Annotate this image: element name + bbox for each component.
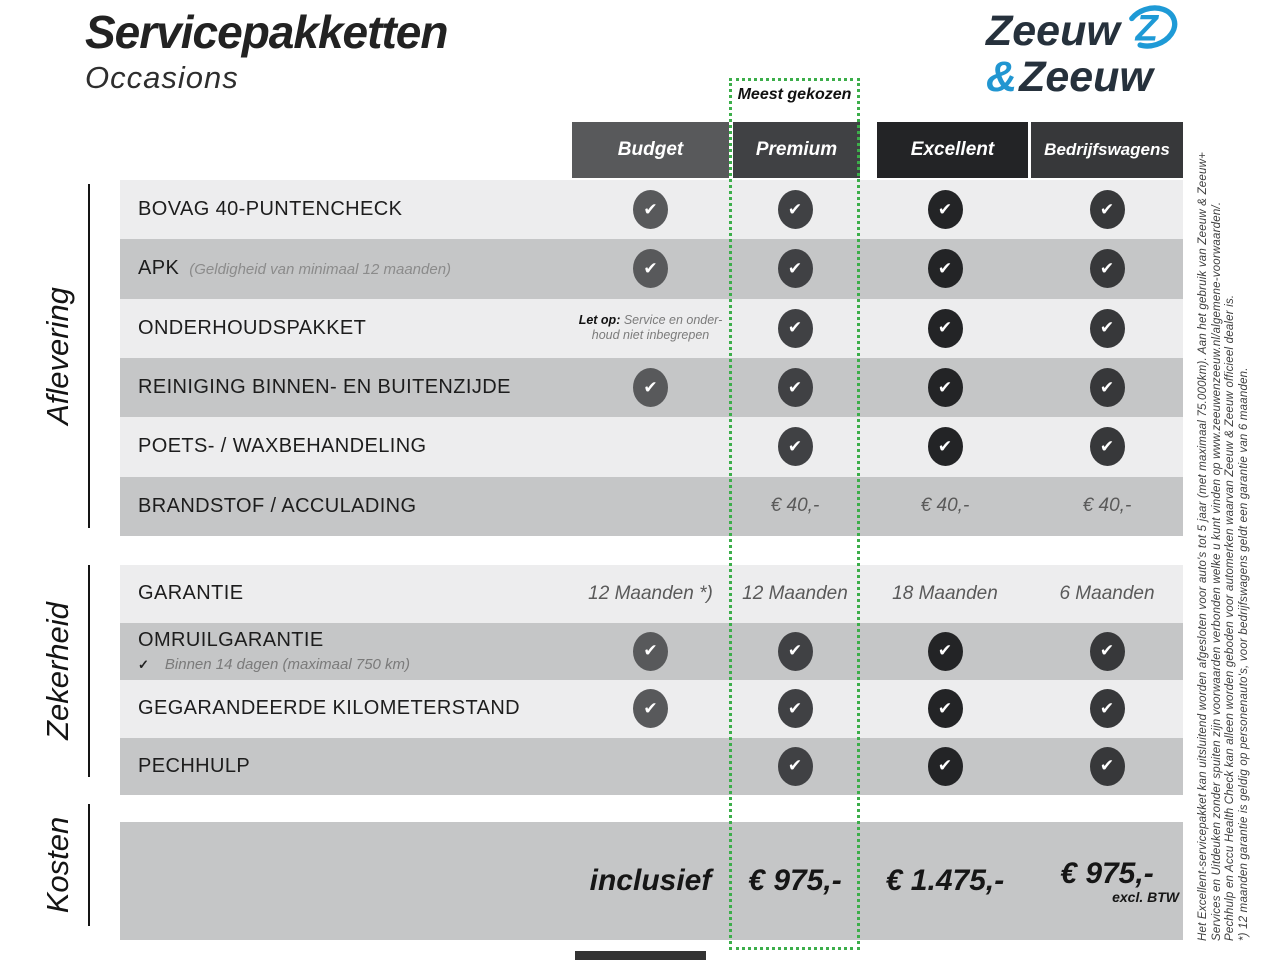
row-label: REINIGING BINNEN- EN BUITENZIJDE [138, 376, 511, 399]
check-icon: ✔ [778, 190, 813, 229]
check-icon: ✔ [928, 190, 963, 229]
check-icon: ✔ [633, 689, 668, 728]
value-cell [859, 180, 1031, 239]
row-label-cell [120, 239, 570, 298]
section-label-zekerheid: Zekerheid [40, 602, 75, 740]
cell-text-value: 12 Maanden [742, 582, 848, 604]
check-icon: ✔ [928, 368, 963, 407]
value-cell [859, 477, 1031, 536]
price-value: € 975,- [748, 864, 842, 897]
value-cell [570, 239, 731, 298]
value-cell [731, 738, 859, 796]
value-cell [570, 477, 731, 536]
value-cell [1031, 623, 1183, 681]
row-label-cell [120, 417, 570, 476]
row-label-cell [120, 358, 570, 417]
row-note-inline: (Geldigheid van minimaal 12 maanden) [189, 261, 452, 279]
cell-text-value: € 40,- [920, 495, 970, 517]
value-cell [859, 299, 1031, 358]
row-label-cell [120, 822, 570, 940]
cell-text-value: € 40,- [770, 495, 820, 517]
table-row [120, 299, 1183, 358]
value-cell [570, 180, 731, 239]
check-icon: ✔ [778, 747, 813, 786]
value-cell [731, 822, 859, 940]
section-label-kosten: Kosten [40, 816, 75, 914]
section-divider-line [88, 804, 90, 926]
check-icon: ✔ [778, 368, 813, 407]
check-icon: ✔ [928, 427, 963, 466]
value-cell [570, 358, 731, 417]
price-value: € 1.475,- [885, 864, 1005, 897]
column-header-budget [572, 122, 729, 178]
row-label-cell [120, 623, 570, 681]
column-header-bedrijfswagens [1031, 122, 1183, 178]
value-cell [1031, 417, 1183, 476]
value-cell [570, 417, 731, 476]
section-rows-zekerheid [120, 565, 1183, 795]
row-note-below: ✓ Binnen 14 dagen (maximaal 750 km) [138, 656, 411, 674]
check-icon: ✔ [633, 249, 668, 288]
value-cell [859, 358, 1031, 417]
page-title: Servicepakketten [85, 6, 448, 58]
value-cell [731, 623, 859, 681]
value-cell [1031, 680, 1183, 738]
section-rows-kosten [120, 822, 1183, 940]
row-label: ONDERHOUDSPAKKET [138, 316, 367, 339]
price-value: € 975,- [1060, 857, 1154, 890]
row-label-cell [120, 738, 570, 796]
row-label: GARANTIE [138, 582, 244, 605]
cell-text-value: 12 Maanden *) [588, 582, 713, 604]
value-cell [570, 299, 731, 358]
value-cell [1031, 738, 1183, 796]
table-row [120, 680, 1183, 738]
price-subnote: excl. BTW [1112, 889, 1179, 905]
row-label-cell [120, 299, 570, 358]
value-cell [731, 299, 859, 358]
check-icon: ✔ [928, 689, 963, 728]
zeeuw-en-zeeuw-logo [986, 8, 1180, 99]
column-header-label: Excellent [910, 139, 995, 160]
check-icon: ✔ [1090, 747, 1125, 786]
value-cell [859, 565, 1031, 623]
check-icon: ✔ [1090, 689, 1125, 728]
logo-text-zeeuw-2: Zeeuw [1019, 53, 1153, 101]
title-block [85, 6, 447, 96]
check-icon: ✔ [778, 249, 813, 288]
cell-text-value: 6 Maanden [1059, 582, 1155, 604]
row-label: BRANDSTOF / ACCULADING [138, 494, 417, 517]
table-row [120, 822, 1183, 940]
cell-note: Let op: Service en onder- houd niet inbegrepen [578, 313, 723, 343]
value-cell [731, 680, 859, 738]
check-icon: ✔ [778, 427, 813, 466]
check-icon: ✔ [1090, 190, 1125, 229]
check-icon: ✔ [778, 689, 813, 728]
check-icon: ✔ [1090, 309, 1125, 348]
value-cell [859, 239, 1031, 298]
table-row [120, 417, 1183, 476]
fine-print-line: *) 12 maanden garantie is geldig op personenauto's, voor bedrijfswagens geldt een garantie van 6 maanden. [1237, 367, 1250, 941]
value-cell [570, 738, 731, 796]
row-label-cell [120, 180, 570, 239]
column-header-label: Budget [617, 139, 684, 160]
section-label-aflevering: Aflevering [40, 287, 75, 425]
table-row [120, 358, 1183, 417]
check-icon: ✔ [1090, 368, 1125, 407]
value-cell [1031, 477, 1183, 536]
value-cell [1031, 299, 1183, 358]
logo-line-1 [986, 8, 1180, 54]
row-label-cell [120, 565, 570, 623]
most-chosen-label: Meest gekozen [737, 86, 852, 103]
footer-bar [575, 951, 706, 960]
page-subtitle: Occasions [85, 60, 239, 95]
table-row [120, 477, 1183, 536]
row-label: APK [138, 257, 180, 280]
value-cell [859, 680, 1031, 738]
check-icon: ✔ [928, 249, 963, 288]
logo-ampersand: & [986, 53, 1018, 101]
check-icon: ✔ [928, 632, 963, 671]
row-label-cell [120, 680, 570, 738]
section-divider-line [88, 565, 90, 777]
value-cell [731, 239, 859, 298]
check-icon: ✔ [1090, 427, 1125, 466]
check-icon: ✔ [928, 309, 963, 348]
table-row [120, 565, 1183, 623]
value-cell [731, 180, 859, 239]
value-cell [570, 623, 731, 681]
column-header-excellent [877, 122, 1028, 178]
table-row [120, 180, 1183, 239]
value-cell [1031, 239, 1183, 298]
value-cell [731, 477, 859, 536]
value-cell [570, 565, 731, 623]
check-icon: ✔ [1090, 632, 1125, 671]
value-cell [859, 623, 1031, 681]
column-header-label: Premium [755, 139, 838, 160]
value-cell [731, 417, 859, 476]
value-cell [570, 822, 731, 940]
check-icon: ✔ [633, 632, 668, 671]
value-cell [731, 565, 859, 623]
svg-text:Z: Z [1135, 7, 1158, 49]
section-rows-aflevering [120, 180, 1183, 536]
value-cell [570, 680, 731, 738]
fine-print [1197, 113, 1251, 941]
row-label-cell [120, 477, 570, 536]
row-label: OMRUILGARANTIE [138, 629, 324, 652]
value-cell [859, 822, 1031, 940]
value-cell [859, 738, 1031, 796]
logo-line-2 [986, 55, 1180, 99]
table-row [120, 239, 1183, 298]
row-label: POETS- / WAXBEHANDELING [138, 435, 427, 458]
value-cell [1031, 180, 1183, 239]
value-cell [731, 358, 859, 417]
value-cell [859, 417, 1031, 476]
check-icon: ✔ [1090, 249, 1125, 288]
fine-print-line: Services en Uitdeuken zonder spuiten zijn voorwaarden verbonden welke u kunt vinden op www.zeeuwenzeeuw.nl/algemene-voorwaarden/. [1210, 201, 1223, 941]
small-check-icon: ✓ [138, 657, 149, 673]
value-cell [1031, 822, 1183, 940]
check-icon: ✔ [778, 632, 813, 671]
z-swoosh-icon [1122, 0, 1180, 54]
row-label: GEGARANDEERDE KILOMETERSTAND [138, 697, 521, 720]
table-row [120, 623, 1183, 681]
fine-print-line: Het Excellent-servicepakket kan uitsluitend worden afgesloten voor auto's tot 5 jaar (met maximaal 75.000km). Aan het gebruik van Zeeuw & Zeeuw+ [1197, 151, 1209, 941]
fine-print-line: Pechhulp en Accu Health Check kan alleen worden geboden voor automerken waarvan Zeeuw & Zeeuw officieel dealer is. [1224, 294, 1236, 941]
value-cell [1031, 565, 1183, 623]
column-header-premium [733, 122, 860, 178]
value-cell [1031, 358, 1183, 417]
check-icon: ✔ [928, 747, 963, 786]
check-icon: ✔ [778, 309, 813, 348]
row-label: PECHHULP [138, 754, 251, 777]
price-value: inclusief [589, 864, 712, 897]
row-label: BOVAG 40-PUNTENCHECK [138, 198, 403, 221]
table-row [120, 738, 1183, 796]
column-header-label: Bedrijfswagens [1044, 140, 1170, 159]
check-icon: ✔ [633, 368, 668, 407]
section-divider-line [88, 184, 90, 528]
logo-text-zeeuw-1: Zeeuw [986, 7, 1120, 55]
cell-text-value: 18 Maanden [892, 582, 998, 604]
check-icon: ✔ [633, 190, 668, 229]
cell-text-value: € 40,- [1082, 495, 1132, 517]
